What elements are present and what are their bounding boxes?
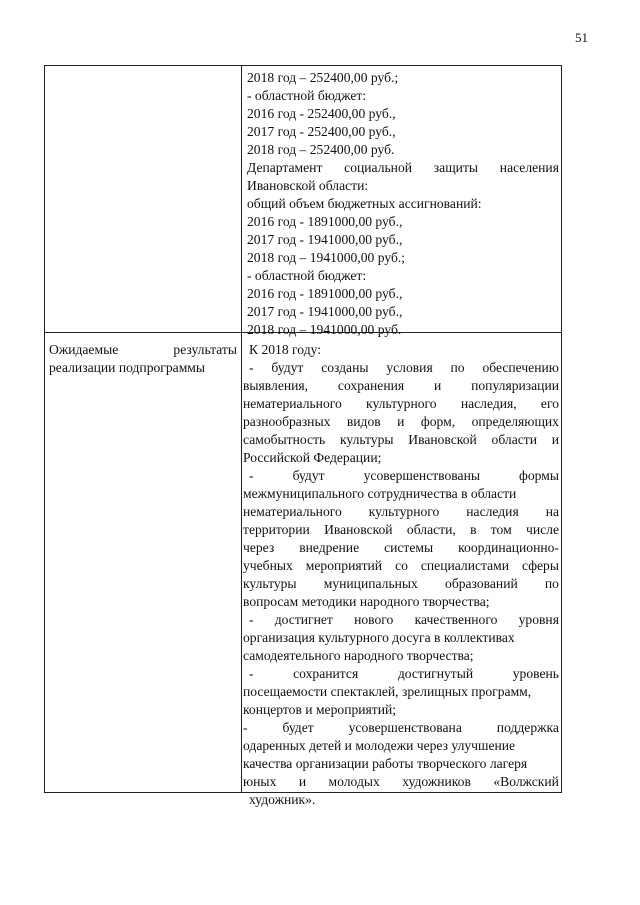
word: Ожидаемые bbox=[49, 342, 119, 357]
row-label-line: реализации подпрограммы bbox=[49, 360, 206, 375]
word: художников bbox=[402, 774, 471, 789]
results-line bbox=[243, 431, 559, 449]
word: выявления, bbox=[243, 378, 309, 393]
budget-line: 2017 год - 1941000,00 руб., bbox=[247, 232, 403, 247]
word: Ивановской bbox=[408, 432, 477, 447]
results-line: самодеятельного народного творчества; bbox=[243, 648, 474, 663]
results-line bbox=[243, 557, 559, 575]
department-line bbox=[247, 159, 559, 177]
budget-line: 2016 год - 1891000,00 руб., bbox=[247, 214, 403, 229]
word: молодых bbox=[328, 774, 380, 789]
page-number: 51 bbox=[575, 30, 588, 45]
results-line: концертов и мероприятий; bbox=[243, 702, 397, 717]
word: будут bbox=[292, 468, 325, 483]
results-line bbox=[243, 773, 559, 791]
word: результаты bbox=[173, 342, 237, 357]
word: и bbox=[551, 432, 559, 447]
results-line: организация культурного досуга в коллективах bbox=[243, 630, 515, 645]
word: нематериального bbox=[243, 396, 342, 411]
row-label-line bbox=[49, 341, 237, 359]
word: обеспечению bbox=[482, 360, 559, 375]
budget-line: 2016 год - 1891000,00 руб., bbox=[247, 286, 403, 301]
word: усовершенствована bbox=[348, 720, 462, 735]
word: видов bbox=[346, 414, 381, 429]
word: системы bbox=[384, 540, 434, 555]
results-line: межмуниципального сотрудничества в области bbox=[243, 486, 517, 501]
word: поддержка bbox=[496, 720, 559, 735]
results-line bbox=[243, 359, 559, 377]
word: - bbox=[249, 360, 254, 375]
word: области bbox=[491, 432, 537, 447]
results-line: посещаемости спектаклей, зрелищных программ, bbox=[243, 684, 532, 699]
word: образований bbox=[445, 576, 518, 591]
word: внедрение bbox=[299, 540, 360, 555]
results-line: художник». bbox=[249, 792, 316, 807]
row-label-cell bbox=[49, 341, 237, 377]
word: «Волжский bbox=[493, 774, 559, 789]
expected-results-cell bbox=[243, 341, 559, 809]
results-line: одаренных детей и молодежи через улучшение bbox=[243, 738, 516, 753]
word: культуры bbox=[339, 432, 394, 447]
results-line: Российской Федерации; bbox=[243, 450, 382, 465]
results-line bbox=[243, 413, 559, 431]
word: на bbox=[545, 504, 559, 519]
word: и bbox=[397, 414, 405, 429]
word: и bbox=[433, 378, 442, 393]
word: Департамент bbox=[247, 160, 323, 175]
word: сохранения bbox=[337, 378, 405, 393]
word: муниципальных bbox=[323, 576, 418, 591]
word: координационно- bbox=[458, 540, 559, 555]
word: мероприятий bbox=[305, 558, 383, 573]
results-line bbox=[243, 575, 559, 593]
word: созданы bbox=[321, 360, 369, 375]
word: через bbox=[243, 540, 275, 555]
budget-line: 2018 год – 252400,00 руб.; bbox=[247, 70, 399, 85]
word: сферы bbox=[522, 558, 559, 573]
results-line bbox=[243, 395, 559, 413]
word: в bbox=[470, 522, 477, 537]
word: учебных bbox=[243, 558, 293, 573]
word: специалистами bbox=[420, 558, 510, 573]
word: - bbox=[243, 720, 248, 735]
budget-line: Ивановской области: bbox=[247, 178, 369, 193]
word: культурного bbox=[366, 396, 437, 411]
word: - bbox=[249, 612, 254, 627]
word: наследия bbox=[466, 504, 519, 519]
word: разнообразных bbox=[243, 414, 331, 429]
word: форм, bbox=[420, 414, 456, 429]
results-line bbox=[243, 377, 559, 395]
word: области, bbox=[406, 522, 456, 537]
results-line bbox=[243, 719, 559, 737]
budget-line: общий объем бюджетных ассигнований: bbox=[247, 196, 482, 211]
word: будет bbox=[282, 720, 314, 735]
word: числе bbox=[526, 522, 559, 537]
word: юных bbox=[243, 774, 277, 789]
results-line bbox=[243, 611, 559, 629]
word: определяющих bbox=[471, 414, 559, 429]
word: наследия, bbox=[460, 396, 517, 411]
word: уровня bbox=[518, 612, 559, 627]
word: сохранится bbox=[293, 666, 359, 681]
results-line: вопросам методики народного творчества; bbox=[243, 594, 490, 609]
word: достигнутый bbox=[397, 666, 474, 681]
budget-line: 2016 год - 252400,00 руб., bbox=[247, 106, 396, 121]
results-line bbox=[243, 665, 559, 683]
results-line bbox=[243, 503, 559, 521]
results-line bbox=[243, 467, 559, 485]
word: самобытность bbox=[243, 432, 326, 447]
word: уровень bbox=[512, 666, 559, 681]
word: со bbox=[395, 558, 408, 573]
word: будут bbox=[271, 360, 304, 375]
subprogram-table bbox=[44, 65, 562, 807]
word: - bbox=[249, 468, 254, 483]
word: - bbox=[249, 666, 254, 681]
word: нового bbox=[354, 612, 394, 627]
word: условия bbox=[386, 360, 433, 375]
word: формы bbox=[519, 468, 559, 483]
results-line: качества организации работы творческого лагеря bbox=[243, 756, 528, 771]
word: том bbox=[490, 522, 512, 537]
word: защиты bbox=[433, 160, 479, 175]
budget-line: 2018 год – 1941000,00 руб. bbox=[247, 322, 402, 337]
word: культурного bbox=[368, 504, 440, 519]
budget-line: 2017 год - 252400,00 руб., bbox=[247, 124, 396, 139]
word: и bbox=[298, 774, 307, 789]
word: социальной bbox=[344, 160, 413, 175]
results-line bbox=[243, 521, 559, 539]
budget-line: - областной бюджет: bbox=[247, 268, 367, 283]
word: по bbox=[450, 360, 465, 375]
word: Ивановской bbox=[324, 522, 393, 537]
budget-line: 2018 год – 1941000,00 руб.; bbox=[247, 250, 406, 265]
column-divider bbox=[241, 66, 242, 792]
results-intro: К 2018 году: bbox=[249, 342, 322, 357]
word: по bbox=[544, 576, 559, 591]
budget-line: 2018 год – 252400,00 руб. bbox=[247, 142, 395, 157]
word: территории bbox=[243, 522, 310, 537]
results-line bbox=[243, 539, 559, 557]
word: усовершенствованы bbox=[363, 468, 480, 483]
word: нематериального bbox=[243, 504, 342, 519]
word: качественного bbox=[414, 612, 498, 627]
budget-line: 2017 год - 1941000,00 руб., bbox=[247, 304, 403, 319]
word: его bbox=[540, 396, 559, 411]
word: населения bbox=[499, 160, 559, 175]
word: популяризации bbox=[471, 378, 559, 393]
budget-cell bbox=[247, 69, 559, 339]
word: культуры bbox=[243, 576, 297, 591]
word: достигнет bbox=[274, 612, 333, 627]
budget-line: - областной бюджет: bbox=[247, 88, 367, 103]
